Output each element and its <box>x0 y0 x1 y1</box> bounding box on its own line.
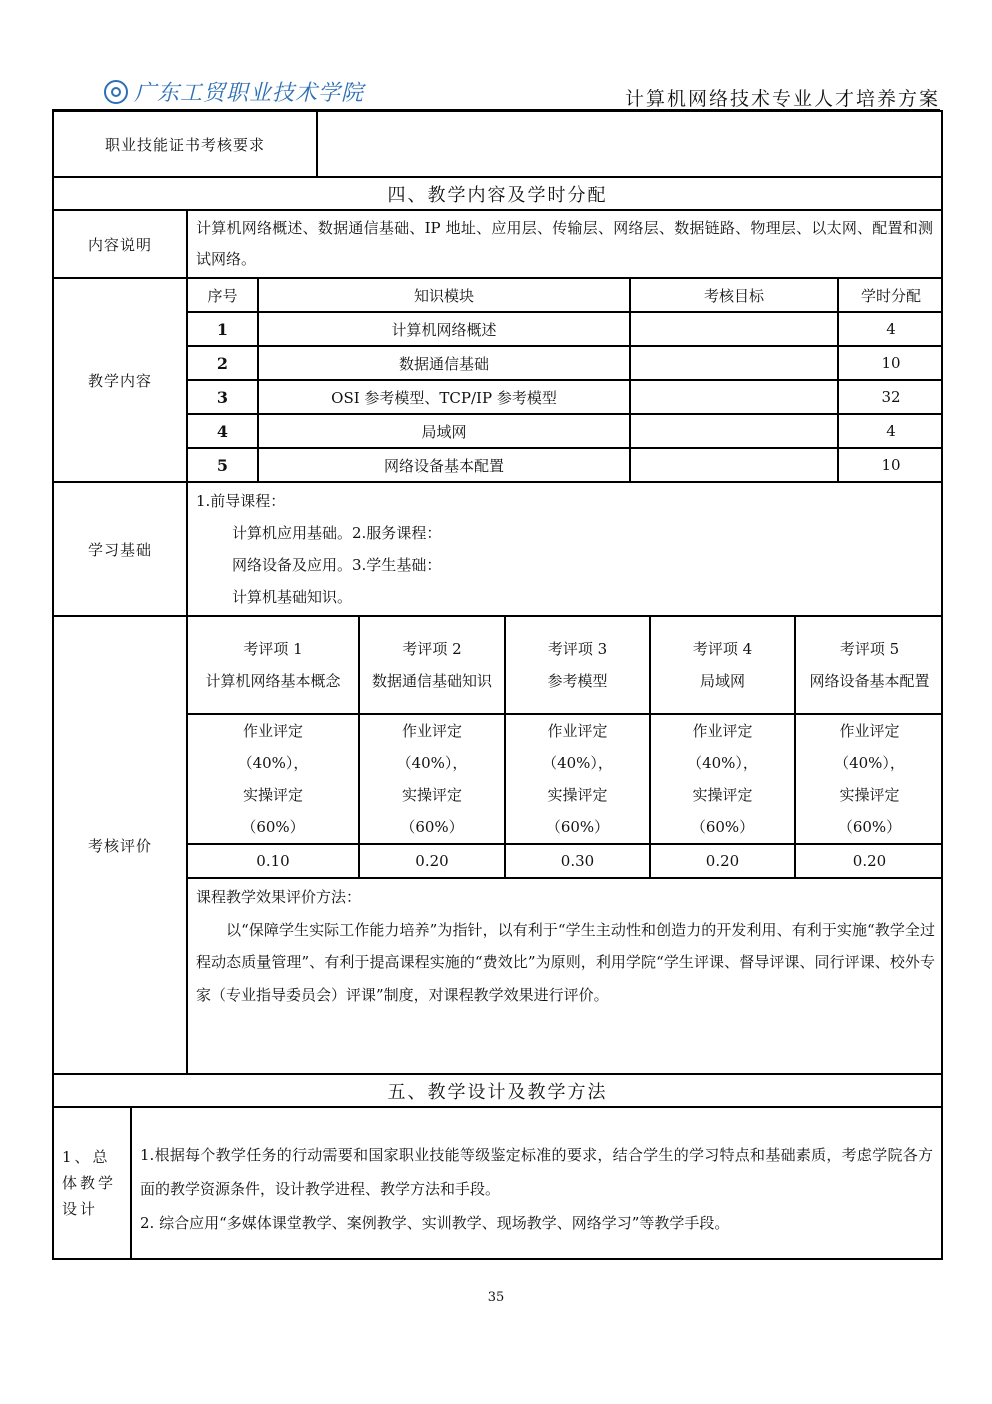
row-hours: 32 <box>838 380 943 414</box>
assessment-item <box>650 617 795 714</box>
item-title: 考评项 5 <box>839 640 900 658</box>
row-no: 4 <box>188 414 258 448</box>
item-title: 考评项 4 <box>692 640 753 658</box>
teaching-header-row <box>188 279 943 312</box>
method-line: 实操评定 <box>547 786 608 804</box>
basis-cell <box>187 482 942 616</box>
row-target <box>630 448 838 481</box>
basis-line: 计算机应用基础。2.服务课程： <box>232 524 442 542</box>
assessment-item <box>795 617 943 714</box>
item-name: 计算机网络基本概念 <box>205 672 341 690</box>
row-hours: 10 <box>838 448 943 481</box>
table-row <box>188 448 943 481</box>
school-emblem-icon <box>104 80 128 104</box>
method-line: （40%）， <box>834 754 905 772</box>
weight-cell: 0.20 <box>650 844 795 878</box>
row-no: 5 <box>188 448 258 481</box>
row-target <box>630 414 838 448</box>
method-line: （40%）， <box>237 754 309 772</box>
method-cell <box>359 714 505 844</box>
row-hours: 4 <box>838 414 943 448</box>
method-cell <box>505 714 650 844</box>
row-no: 2 <box>188 346 258 380</box>
assessment-item <box>359 617 505 714</box>
basis-line: 计算机基础知识。 <box>232 588 353 606</box>
basis-line: 网络设备及应用。3.学生基础： <box>232 556 442 574</box>
method-line: 作业评定 <box>242 722 303 740</box>
item-name: 网络设备基本配置 <box>809 672 930 690</box>
effect-title: 课程教学效果评价方法： <box>196 888 362 906</box>
method-line: 作业评定 <box>839 722 900 740</box>
weight-cell: 0.10 <box>188 844 359 878</box>
method-line: （40%）， <box>396 754 468 772</box>
method-line: 实操评定 <box>839 786 900 804</box>
effect-cell <box>188 878 943 1051</box>
section5-row <box>53 1074 942 1107</box>
design-cell <box>53 1107 942 1259</box>
design-paragraph-2: 2. 综合应用“多媒体课堂教学、案例教学、实训教学、现场教学、网络学习”等教学手段。 <box>140 1214 730 1232</box>
school-name: 广东工贸职业技术学院 <box>134 81 365 106</box>
table-row <box>188 380 943 414</box>
teaching-row <box>53 278 942 482</box>
method-line: （60%） <box>690 818 755 836</box>
cert-value <box>317 111 942 177</box>
row-hours: 4 <box>838 312 943 346</box>
weight-cell: 0.20 <box>795 844 943 878</box>
table-row <box>188 414 943 448</box>
page-header <box>52 72 940 110</box>
row-target <box>630 346 838 380</box>
basis-line: 1.前导课程： <box>196 492 286 510</box>
col-header-module: 知识模块 <box>258 279 630 312</box>
design-flex <box>54 1108 941 1258</box>
content-desc-text: 计算机网络概述、数据通信基础、IP 地址、应用层、传输层、网络层、数据链路、物理层、以太网、配置和测试网络。 <box>187 210 942 278</box>
weight-cell: 0.30 <box>505 844 650 878</box>
design-label: 1、总体教学设计 <box>54 1108 132 1258</box>
method-line: （40%）， <box>542 754 613 772</box>
method-cell <box>650 714 795 844</box>
assessment-item-row <box>188 617 943 714</box>
row-module: OSI 参考模型、TCP/IP 参考模型 <box>258 380 630 414</box>
teaching-inner-table <box>188 279 943 481</box>
method-line: 实操评定 <box>692 786 753 804</box>
syllabus-table <box>52 110 943 1260</box>
row-hours: 10 <box>838 346 943 380</box>
item-title: 考评项 3 <box>547 640 608 658</box>
basis-row <box>53 482 942 616</box>
row-module: 数据通信基础 <box>258 346 630 380</box>
row-no: 1 <box>188 312 258 346</box>
design-row <box>53 1107 942 1259</box>
method-line: （60%） <box>400 818 464 836</box>
page-number: 35 <box>487 1290 505 1305</box>
section4-title: 四、教学内容及学时分配 <box>53 177 942 210</box>
row-target <box>630 312 838 346</box>
section5-title: 五、教学设计及教学方法 <box>53 1074 942 1107</box>
effect-text: 以“保障学生实际工作能力培养”为指针，以有利于“学生主动性和创造力的开发利用、有利于实施“教学全过程动态质量管理”、有利于提高课程实施的“费效比”为原则，利用学院“学生评课、督导评课、同行评课、校外专家（专业指导委员会）评课”制度，对课程教学效果进行评价。 <box>196 920 935 1004</box>
item-name: 数据通信基础知识 <box>371 672 492 690</box>
teaching-cell <box>187 278 942 482</box>
assessment-method-row <box>188 714 943 844</box>
teaching-label: 教学内容 <box>53 278 187 482</box>
document-title: 计算机网络技术专业人才培养方案 <box>624 88 940 110</box>
item-title: 考评项 1 <box>243 640 303 658</box>
assessment-item <box>188 617 359 714</box>
content-desc-label: 内容说明 <box>53 210 187 278</box>
weight-cell: 0.20 <box>359 844 505 878</box>
assessment-row <box>53 616 942 1074</box>
school-logo <box>104 76 364 107</box>
method-line: 实操评定 <box>242 786 303 804</box>
col-header-target: 考核目标 <box>630 279 838 312</box>
method-cell <box>795 714 943 844</box>
table-row <box>188 312 943 346</box>
row-module: 局域网 <box>258 414 630 448</box>
method-line: 作业评定 <box>547 722 608 740</box>
cert-label: 职业技能证书考核要求 <box>53 111 317 177</box>
assessment-weight-row <box>188 844 943 878</box>
item-name: 局域网 <box>699 672 745 690</box>
cert-row <box>53 111 942 177</box>
row-target <box>630 380 838 414</box>
assessment-effect-row <box>188 878 943 1051</box>
method-cell <box>188 714 359 844</box>
assessment-label: 考核评价 <box>53 616 187 1074</box>
section4-row <box>53 177 942 210</box>
design-paragraph-1: 1.根据每个教学任务的行动需要和国家职业技能等级鉴定标准的要求，结合学生的学习特点和基础素质，考虑学院各方面的教学资源条件，设计教学进程、教学方法和手段。 <box>140 1146 934 1198</box>
method-line: （40%）， <box>687 754 758 772</box>
col-header-no: 序号 <box>188 279 258 312</box>
method-line: 作业评定 <box>401 722 462 740</box>
method-line: 实操评定 <box>401 786 462 804</box>
row-module: 网络设备基本配置 <box>258 448 630 481</box>
method-line: 作业评定 <box>692 722 753 740</box>
table-row <box>188 346 943 380</box>
assessment-cell <box>187 616 942 1074</box>
item-title: 考评项 2 <box>402 640 462 658</box>
design-content <box>132 1108 941 1258</box>
basis-label: 学习基础 <box>53 482 187 616</box>
method-line: （60%） <box>837 818 902 836</box>
col-header-hours: 学时分配 <box>838 279 943 312</box>
assessment-inner-table <box>188 617 943 1051</box>
method-line: （60%） <box>545 818 610 836</box>
row-module: 计算机网络概述 <box>258 312 630 346</box>
content-desc-row <box>53 210 942 278</box>
method-line: （60%） <box>241 818 305 836</box>
row-no: 3 <box>188 380 258 414</box>
assessment-item <box>505 617 650 714</box>
item-name: 参考模型 <box>547 672 608 690</box>
